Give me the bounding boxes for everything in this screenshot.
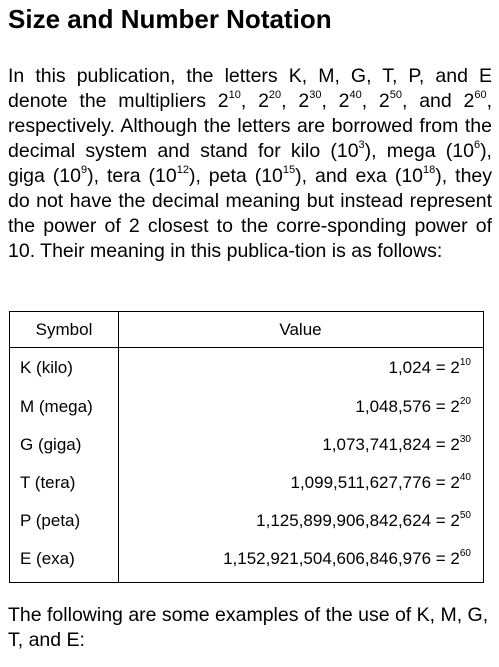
- page-title: Size and Number Notation: [8, 4, 332, 34]
- table-row: [10, 425, 483, 463]
- value-cell: [223, 549, 471, 569]
- exponent: 50: [389, 89, 403, 101]
- symbol-cell: M (mega): [20, 397, 93, 416]
- symbol-cell: T (tera): [20, 473, 76, 492]
- intro-text: ), and exa (10: [295, 165, 424, 187]
- intro-text: ), giga (10: [8, 140, 492, 187]
- table-row: [10, 348, 483, 386]
- outro-paragraph: The following are some examples of the use of K, M, G, T, and E:: [8, 604, 489, 651]
- value-cell: [389, 358, 472, 378]
- intro-text: , respectively. Although the letters are borrowed from the decimal system and stand for kilo (10: [8, 90, 493, 162]
- exponent: 50: [459, 510, 471, 521]
- intro-text: , 2: [281, 90, 310, 112]
- value-cell: [256, 511, 471, 531]
- table-row: [10, 539, 483, 577]
- exponent: 20: [268, 89, 282, 101]
- symbol-cell: P (peta): [20, 511, 81, 530]
- exponent: 12: [176, 164, 189, 176]
- exponent: 60: [459, 548, 471, 559]
- intro-text: , and 2: [402, 90, 475, 112]
- value-cell: [355, 397, 471, 417]
- value-text: 1,073,741,824 = 2: [322, 435, 460, 454]
- value-text: 1,152,921,504,606,846,976 = 2: [223, 549, 460, 568]
- intro-text: , 2: [361, 90, 390, 112]
- value-text: 1,048,576 = 2: [355, 397, 460, 416]
- value-text: 1,125,899,906,842,624 = 2: [256, 511, 460, 530]
- exponent: 40: [349, 89, 362, 101]
- intro-paragraph: [8, 64, 492, 264]
- intro-text: ), mega (10: [364, 140, 474, 162]
- multiplier-table: [9, 311, 484, 583]
- exponent: 3: [358, 139, 365, 151]
- exponent: 6: [473, 139, 481, 151]
- intro-text: In this publication, the letters K, M, G, T, P, and E denote the multipliers 2: [8, 65, 492, 112]
- intro-text: ), tera (10: [87, 165, 177, 187]
- exponent: 60: [474, 89, 487, 101]
- exponent: 40: [459, 472, 471, 483]
- exponent: 20: [459, 396, 471, 407]
- value-text: 1,099,511,627,776 = 2: [290, 473, 460, 492]
- value-cell: [291, 473, 472, 493]
- header-symbol: Symbol: [35, 320, 93, 339]
- symbol-cell: G (giga): [20, 435, 82, 454]
- exponent: 10: [228, 89, 241, 101]
- exponent: 9: [81, 164, 88, 176]
- value-text: 1,024 = 2: [388, 358, 460, 377]
- value-cell: [322, 435, 471, 455]
- symbol-cell: K (kilo): [20, 358, 73, 377]
- table-row: [10, 463, 483, 501]
- table-row: [10, 387, 483, 425]
- intro-text: , 2: [240, 90, 269, 112]
- intro-text: ), they do not have the decimal meaning but instead represent the power of 2 closest to the corre-sponding power of 10. Their meaning in this publica-tion is as follows:: [8, 165, 493, 262]
- exponent: 15: [282, 164, 296, 176]
- exponent: 30: [309, 89, 322, 101]
- exponent: 18: [423, 164, 436, 176]
- table-header: [10, 312, 483, 348]
- intro-text: , 2: [321, 90, 350, 112]
- exponent: 10: [459, 357, 471, 368]
- exponent: 30: [459, 434, 471, 445]
- table-row: [10, 501, 483, 539]
- intro-text: ), peta (10: [188, 165, 283, 187]
- symbol-cell: E (exa): [20, 549, 75, 568]
- header-value: Value: [279, 320, 322, 339]
